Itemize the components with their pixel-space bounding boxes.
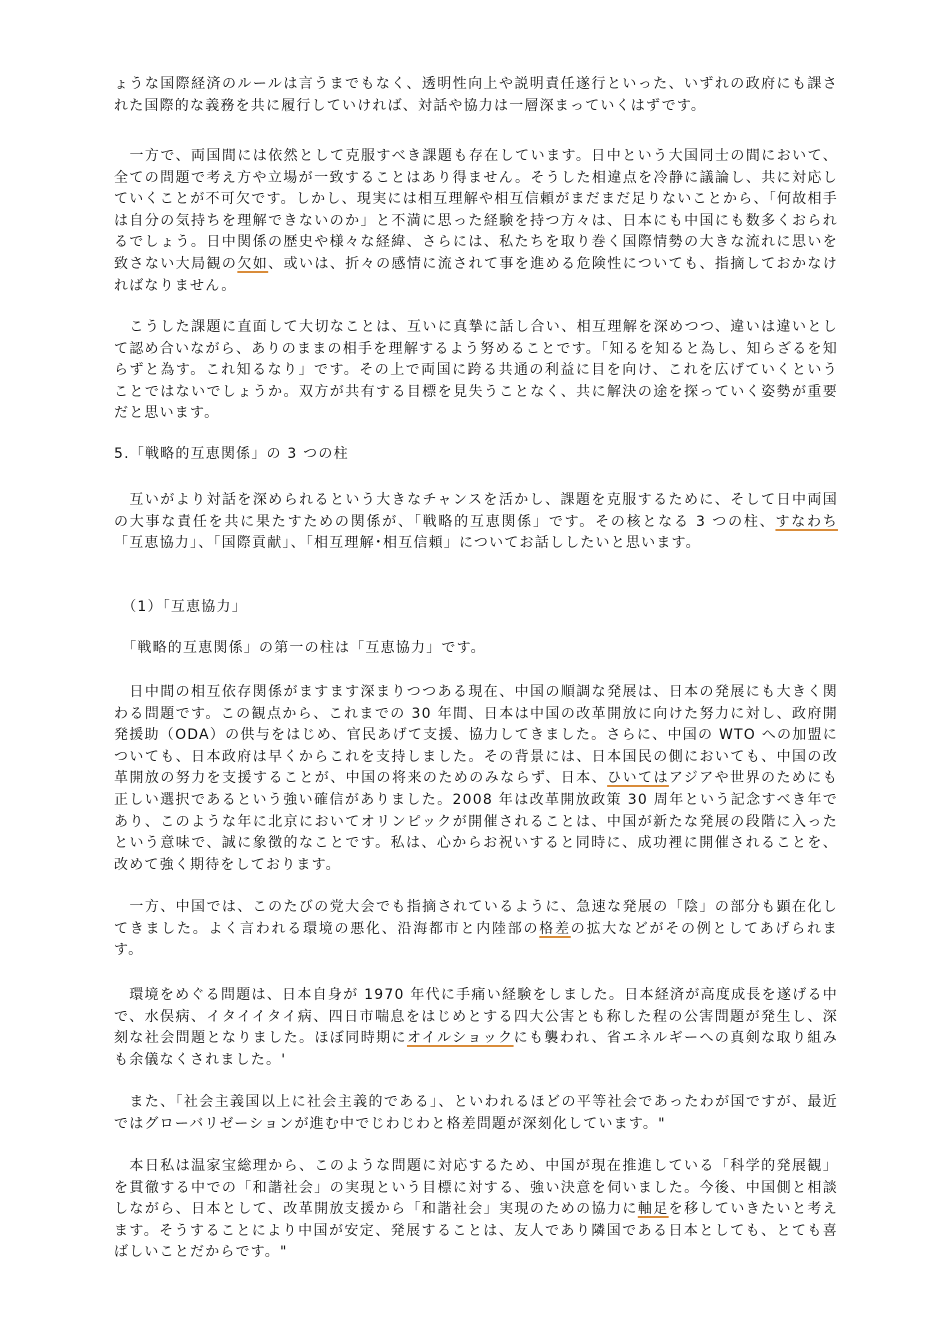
paragraph-1 <box>114 74 838 117</box>
subheading-text: （1）「互恵協力」 <box>114 599 247 615</box>
paragraph-text: 一方、中国では、このたびの党大会でも指摘されているように、急速な発展の「陰」の部分も顕在化してきました。よく言われる環境の悪化、沿海都市と内陸部の <box>114 899 838 937</box>
subheading <box>114 597 838 619</box>
paragraph-text: 日中間の相互依存関係がますます深まりつつある現在、中国の順調な発展は、日本の発展にも大きく関わる問題です。この観点から、これまでの 30 年間、日本は中国の改革開放に向けた努力に対し、政府開発援助（ODA）の供与をはじめ、官民あげて支援、協力してきました。さらに、中国の WTO への加盟についても、日本政府は早くからこれを支持しました。その背景には、日本国民の側においても、中国の改革開放の努力を支援することが、中国の将来のためのみならず、日本、 <box>114 684 838 787</box>
paragraph-text: アジアや世界のためにも正しい選択であるという強い確信がありました。2008 年は改革開放政策 30 周年という記念すべき年であり、このような年に北京においてオリンピックが開催されることは、中国が新たな発展の段階に入ったという意味で、誠に象徴的なことです。私は、心からお祝いすると同時に、成功裡に開催されることを、改めて強く期待をしております。 <box>114 770 838 873</box>
paragraph-7 <box>114 897 838 962</box>
underlined-term: 欠如 <box>237 255 269 272</box>
paragraph-10 <box>114 1156 838 1264</box>
heading-text: 5.「戦略的互恵関係」の 3 つの柱 <box>114 446 349 462</box>
underlined-term: ひいては <box>607 770 669 787</box>
paragraph-4 <box>114 490 838 555</box>
section-heading <box>114 444 838 466</box>
underlined-term: 軸足 <box>637 1201 669 1218</box>
paragraph-9 <box>114 1092 838 1135</box>
paragraph-text: 本日私は温家宝総理から、このような問題に対応するため、中国が現在推進している「科学的発展観」を貫徹する中での「和諧社会」の実現という目標に対する、強い決意を伺いました。今後、中国側と相談しながら、日本として、改革開放支援から「和諧社会」実現のための協力に <box>114 1158 838 1218</box>
paragraph-2 <box>114 146 838 297</box>
paragraph-text: 「互恵協力」、「国際貢献」、「相互理解･相互信頼」についてお話ししたいと思います。 <box>114 535 701 552</box>
paragraph-text: 一方で、両国間には依然として克服すべき課題も存在しています。日中という大国同士の間において、全ての問題で考え方や立場が一致することはあり得ません。そうした相違点を冷静に議論し、共に対応していくことが不可欠です。しかし、現実には相互理解や相互信頼がまだまだ足りないことから、「何故相手は自分の気持ちを理解できないのか」と不満に思った経験を持つ方々は、日本にも中国にも数多くおられるでしょう。日中関係の歴史や様々な経緯、さらには、私たちを取り巻く国際情勢の大きな流れに思いを致さない大局観の <box>114 148 838 272</box>
paragraph-text: 、或いは、折々の感情に流されて事を進める危険性についても、指摘しておかなければなりません。 <box>114 255 839 294</box>
paragraph-text: 互いがより対話を深められるという大きなチャンスを活かし、課題を克服するために、そして日中両国の大事な責任を共に果たすための関係が、「戦略的互恵関係」です。その核となる 3 つの柱、 <box>114 492 838 530</box>
underlined-term: 格差 <box>539 920 571 937</box>
paragraph-text: の拡大などがその例としてあげられます。 <box>114 920 839 959</box>
paragraph-text: にも襲われ、省エネルギーへの真剣な取り組みも余儀なくされました。' <box>114 1030 838 1068</box>
paragraph-text: を移していきたいと考えます。そうすることにより中国が安定、発展することは、友人であり隣国である日本としても、とても喜ばしいことだからです。" <box>114 1201 838 1261</box>
underlined-term: オイルショック <box>406 1030 514 1047</box>
paragraph-text: また、「社会主義国以上に社会主義的である」、といわれるほどの平等社会であったわが国ですが、最近ではグローバリゼーションが進む中でじわじわと格差問題が深刻化しています。" <box>114 1094 838 1132</box>
paragraph-text: ょうな国際経済のルールは言うまでもなく、透明性向上や説明責任遂行といった、いずれの政府にも課された国際的な義務を共に履行していければ、対話や協力は一層深まっていくはずです。 <box>114 76 838 114</box>
paragraph-text: 環境をめぐる問題は、日本自身が 1970 年代に手痛い経験をしました。日本経済が高度成長を遂げる中で、水俣病、イタイイタイ病、四日市喘息をはじめとする四大公害とも称した程の公害問題が発生し、深刻な社会問題となりました。ほぼ同時期に <box>114 987 838 1047</box>
paragraph-text: 「戦略的互恵関係」の第一の柱は「互恵協力」です。 <box>114 640 486 656</box>
paragraph-text: こうした課題に直面して大切なことは、互いに真摯に話し合い、相互理解を深めつつ、違いは違いとして認め合いながら、ありのままの相手を理解するよう努めることです。「知るを知ると為し、知らざるを知らずと為す。これ知るなり」です。その上で両国に跨る共通の利益に目を向け、これを広げていくということではないでしょうか。双方が共有する目標を見失うことなく、共に解決の途を探っていく姿勢が重要だと思います。 <box>114 319 838 422</box>
underlined-term: すなわち <box>775 513 838 530</box>
paragraph-8 <box>114 985 838 1071</box>
paragraph-3 <box>114 317 838 425</box>
paragraph-5 <box>114 638 838 660</box>
paragraph-6 <box>114 682 838 876</box>
